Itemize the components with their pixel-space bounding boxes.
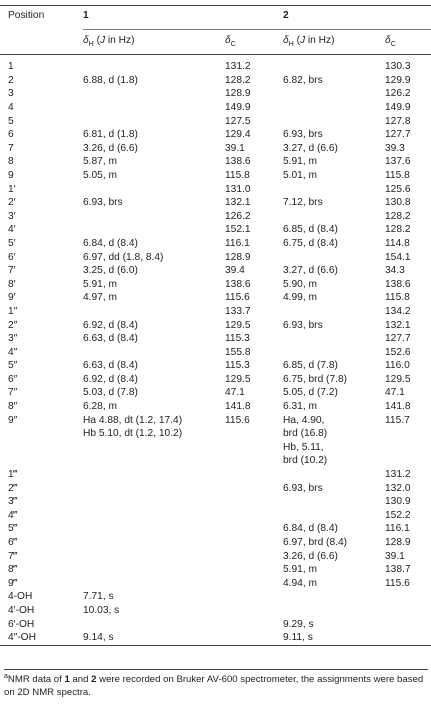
compound-2-delta-c-cell: 130.8: [385, 197, 411, 209]
position-cell: 3″: [8, 333, 18, 345]
compound-2-delta-h-cell: [283, 115, 385, 129]
compound-2-delta-c-cell: 154.1: [385, 251, 411, 263]
compound-2-delta-c-cell: 134.2: [385, 305, 411, 317]
compound-1-delta-c-cell: 128.9: [225, 88, 251, 100]
compound-1-delta-h-cell: Hb 5.10, dt (1.2, 10.2): [83, 428, 183, 440]
table-row: [0, 359, 431, 373]
header-empty-cell: [0, 29, 83, 55]
table-row: [0, 291, 431, 305]
compound-2-delta-c-cell: 126.2: [385, 88, 411, 100]
delta-h-header-2: $\delta_H$ (J in Hz): [283, 29, 385, 55]
table-row: [0, 210, 431, 224]
position-cell: 9″: [8, 414, 18, 426]
position-cell: 3′: [8, 210, 16, 222]
compound-1-delta-h-cell: 6.92, d (8.4): [83, 373, 138, 385]
footnote-compound-1: 1: [64, 674, 70, 685]
compound-1-delta-c-cell: 138.6: [225, 278, 251, 290]
position-cell: 8″: [8, 401, 18, 413]
table-row: [0, 319, 431, 333]
compound-1-delta-h-cell: [83, 536, 225, 550]
compound-1-delta-h-cell: [83, 346, 225, 360]
footnote-text-b: and: [69, 674, 92, 685]
compound-2-delta-c-cell: [385, 441, 431, 455]
table-row: [0, 237, 431, 251]
compound-2-delta-c-cell: [385, 590, 431, 604]
table-row: [0, 482, 431, 496]
compound-1-delta-h-cell: 9.14, s: [83, 631, 225, 645]
table-row: [0, 427, 431, 441]
compound-2-delta-c-cell: 138.6: [385, 278, 411, 290]
table-row: [0, 631, 431, 645]
position-cell: 4‴: [8, 509, 18, 521]
table-row: [0, 115, 431, 129]
position-cell: 6″: [8, 373, 18, 385]
compound-1-delta-c-cell: 127.5: [225, 115, 251, 127]
position-cell: 9′: [8, 292, 16, 304]
compound-1-delta-h-cell: [83, 441, 225, 455]
compound-2-delta-c-cell: 127.7: [385, 129, 411, 141]
delta-c-header-2: $\delta_C$: [385, 29, 431, 55]
compound-1-delta-h-cell: 5.91, m: [83, 278, 117, 290]
compound-2-delta-h-cell: [283, 55, 385, 74]
table-row: [0, 264, 431, 278]
compound-1-delta-c-cell: 39.4: [225, 265, 245, 277]
position-cell: 4′: [8, 224, 16, 236]
position-cell: 1′: [8, 183, 16, 195]
position-cell: 8′: [8, 278, 16, 290]
compound-2-delta-c-cell: 128.2: [385, 224, 411, 236]
compound-2-delta-c-cell: [385, 454, 431, 468]
table-row: [0, 441, 431, 455]
compound-2-delta-h-cell: 3.27, d (6.6): [283, 265, 338, 277]
compound-1-delta-h-cell: 5.87, m: [83, 156, 117, 168]
position-cell: 9: [8, 169, 14, 181]
compound-1-delta-c-cell: 115.3: [225, 360, 250, 372]
position-cell: 8‴: [8, 564, 18, 576]
compound-2-delta-c-cell: 137.6: [385, 156, 411, 168]
compound-2-delta-c-cell: 115.6: [385, 577, 410, 589]
compound-2-delta-c-cell: [385, 618, 431, 632]
table-row: [0, 468, 431, 482]
compound-1-delta-h-cell: [83, 495, 225, 509]
compound-2-delta-c-cell: 129.5: [385, 373, 411, 385]
compound-2-delta-c-cell: 132.0: [385, 482, 411, 494]
footnote-compound-2: 2: [91, 674, 97, 685]
position-cell: 3: [8, 88, 14, 100]
compound-1-delta-h-cell: [83, 468, 225, 482]
table-row: [0, 55, 431, 74]
position-cell: 2: [8, 74, 14, 86]
compound-1-delta-h-cell: [83, 454, 225, 468]
compound-1-header: 1: [83, 6, 283, 30]
table-row: [0, 618, 431, 632]
compound-2-delta-h-cell: 7.12, brs: [283, 197, 323, 209]
compound-2-delta-h-cell: [283, 468, 385, 482]
compound-2-delta-c-cell: 115.8: [385, 292, 410, 304]
compound-1-delta-c-cell: [225, 509, 283, 523]
compound-2-delta-h-cell: [283, 332, 385, 346]
table-row: [0, 604, 431, 618]
compound-2-delta-h-cell: [283, 251, 385, 265]
compound-2-delta-c-cell: 132.1: [385, 319, 411, 331]
delta-c-header-1: $\delta_C$: [225, 29, 283, 55]
compound-2-delta-c-cell: 152.2: [385, 509, 411, 521]
compound-2-delta-h-cell: Ha, 4.90,: [283, 414, 325, 426]
compound-2-delta-h-cell: 6.31, m: [283, 401, 317, 413]
compound-1-delta-c-cell: 129.5: [225, 373, 251, 385]
compound-1-delta-c-cell: 115.8: [225, 169, 250, 181]
compound-1-delta-h-cell: 5.03, d (7.8): [83, 387, 138, 399]
table-row: [0, 550, 431, 564]
compound-2-delta-h-cell: [283, 590, 385, 604]
compound-1-delta-h-cell: [83, 563, 225, 577]
compound-2-delta-c-cell: [385, 631, 431, 645]
position-cell: 7: [8, 142, 14, 154]
compound-2-delta-h-cell: 6.82, brs: [283, 74, 323, 86]
table-row: [0, 87, 431, 101]
position-cell: 4″: [8, 346, 18, 358]
compound-2-delta-c-cell: 116.0: [385, 360, 410, 372]
nmr-data-table: [0, 5, 431, 646]
compound-1-delta-h-cell: 6.63, d (8.4): [83, 360, 138, 372]
compound-1-delta-c-cell: 131.2: [225, 61, 251, 73]
table-row: [0, 251, 431, 265]
compound-1-delta-c-cell: 128.2: [225, 74, 251, 86]
compound-1-delta-h-cell: [83, 550, 225, 564]
position-cell: 9‴: [8, 577, 18, 589]
compound-1-delta-h-cell: [83, 87, 225, 101]
compound-2-delta-h-cell: 5.91, m: [283, 564, 317, 576]
compound-1-delta-c-cell: 116.1: [225, 237, 250, 249]
compound-2-delta-h-cell: 5.05, d (7.2): [283, 387, 338, 399]
table-row: [0, 196, 431, 210]
compound-1-delta-h-cell: 5.05, m: [83, 169, 117, 181]
compound-1-delta-c-cell: 115.6: [225, 292, 250, 304]
compound-2-delta-h-cell: 6.85, d (7.8): [283, 360, 338, 372]
position-cell: 6′: [8, 251, 16, 263]
position-cell: 5″: [8, 360, 18, 372]
table-row: [0, 155, 431, 169]
compound-1-delta-c-cell: 152.1: [225, 224, 251, 236]
compound-2-delta-c-cell: 114.8: [385, 237, 410, 249]
table-row: [0, 183, 431, 197]
position-header: Position: [0, 6, 83, 30]
compound-2-delta-c-cell: 125.6: [385, 183, 411, 195]
compound-1-delta-h-cell: [83, 482, 225, 496]
table-row: [0, 577, 431, 591]
position-cell: 2′: [8, 197, 16, 209]
compound-1-delta-h-cell: [83, 55, 225, 74]
compound-1-delta-c-cell: [225, 427, 283, 441]
table-row: [0, 101, 431, 115]
compound-1-delta-c-cell: 155.8: [225, 346, 251, 358]
compound-1-delta-h-cell: 10.03, s: [83, 604, 120, 616]
compound-2-delta-c-cell: 116.1: [385, 523, 410, 535]
compound-1-delta-h-cell: 6.81, d (1.8): [83, 129, 138, 141]
compound-2-delta-h-cell: [283, 101, 385, 115]
compound-2-delta-h-cell: [283, 495, 385, 509]
compound-2-header: 2: [283, 6, 431, 30]
table-row: [0, 495, 431, 509]
footnote-text-a: NMR data of: [7, 674, 65, 685]
compound-2-delta-h-cell: [283, 604, 385, 618]
compound-1-delta-h-cell: [83, 618, 225, 632]
compound-2-delta-h-cell: 9.11, s: [283, 631, 385, 645]
compound-2-delta-c-cell: 34.3: [385, 265, 405, 277]
compound-2-delta-h-cell: 5.90, m: [283, 278, 317, 290]
compound-1-delta-h-cell: [83, 115, 225, 129]
compound-1-delta-c-cell: [225, 563, 283, 577]
compound-1-delta-c-cell: 47.1: [225, 387, 245, 399]
compound-1-delta-h-cell: Ha 4.88, dt (1.2, 17.4): [83, 414, 183, 426]
table-row: [0, 563, 431, 577]
compound-1-delta-h-cell: [83, 223, 225, 237]
position-cell: [0, 427, 83, 441]
compound-1-delta-h-cell: [83, 210, 225, 224]
table-row: [0, 74, 431, 88]
compound-1-delta-h-cell: 3.26, d (6.6): [83, 142, 138, 154]
compound-2-delta-c-cell: 47.1: [385, 387, 405, 399]
compound-1-delta-h-cell: [83, 183, 225, 197]
delta-h-header-1: $\delta_H$ (J in Hz): [83, 29, 225, 55]
compound-1-delta-h-cell: [83, 305, 225, 319]
compound-1-delta-c-cell: [225, 522, 283, 536]
compound-1-delta-h-cell: [83, 522, 225, 536]
compound-1-delta-h-cell: 3.25, d (6.0): [83, 265, 138, 277]
table-row: [0, 414, 431, 428]
compound-1-delta-h-cell: 6.92, d (8.4): [83, 319, 138, 331]
compound-1-delta-c-cell: [225, 618, 283, 632]
compound-2-delta-c-cell: 131.2: [385, 469, 411, 481]
compound-2-delta-c-cell: 115.7: [385, 414, 410, 426]
compound-2-delta-h-cell: [283, 87, 385, 101]
compound-1-delta-c-cell: [225, 468, 283, 482]
table-row: [0, 454, 431, 468]
position-cell: 3‴: [8, 496, 18, 508]
compound-2-delta-h-cell: 6.75, brd (7.8): [283, 373, 348, 385]
compound-1-delta-c-cell: 133.7: [225, 305, 251, 317]
compound-1-delta-c-cell: 141.8: [225, 401, 251, 413]
compound-2-delta-h-cell: 9.29, s: [283, 618, 314, 630]
compound-1-delta-c-cell: 115.3: [225, 333, 250, 345]
compound-1-delta-c-cell: 128.9: [225, 251, 251, 263]
table-row: [0, 223, 431, 237]
position-cell: 1: [8, 61, 14, 73]
table-row: [0, 332, 431, 346]
position-cell: 1‴: [8, 469, 18, 481]
table-row: [0, 346, 431, 360]
position-cell: 8: [8, 156, 14, 168]
compound-2-delta-c-cell: 39.3: [385, 142, 405, 154]
position-cell: 4″-OH: [0, 631, 83, 645]
position-cell: [0, 454, 83, 468]
compound-1-delta-c-cell: [225, 590, 283, 604]
compound-2-delta-h-cell: brd (10.2): [283, 455, 328, 467]
compound-1-delta-c-cell: 115.6: [225, 414, 250, 426]
compound-2-delta-c-cell: 127.8: [385, 115, 411, 127]
position-cell: 4-OH: [8, 591, 33, 603]
table-row: [0, 278, 431, 292]
table-body: [0, 55, 431, 646]
position-cell: 2″: [8, 319, 18, 331]
compound-2-delta-c-cell: [385, 604, 431, 618]
table-row: [0, 386, 431, 400]
compound-2-delta-h-cell: 6.85, d (8.4): [283, 224, 338, 236]
table-footnote: [4, 669, 428, 699]
table-row: [0, 305, 431, 319]
compound-2-delta-h-cell: [283, 509, 385, 523]
compound-2-delta-h-cell: 4.94, m: [283, 577, 317, 589]
compound-1-delta-c-cell: [225, 482, 283, 496]
compound-1-delta-c-cell: [225, 536, 283, 550]
position-cell: 5‴: [8, 523, 18, 535]
position-cell: 6: [8, 129, 14, 141]
position-cell: 7″: [8, 387, 18, 399]
compound-2-delta-h-cell: 6.75, d (8.4): [283, 237, 338, 249]
position-cell: 4: [8, 102, 14, 113]
table-row: [0, 142, 431, 156]
compound-2-delta-h-cell: 6.84, d (8.4): [283, 523, 338, 535]
position-cell: 4′-OH: [8, 604, 35, 616]
compound-2-delta-c-cell: 128.2: [385, 210, 411, 222]
table-row: [0, 522, 431, 536]
compound-1-delta-c-cell: [225, 577, 283, 591]
compound-1-delta-c-cell: [225, 550, 283, 564]
table-row: [0, 590, 431, 604]
compound-2-delta-c-cell: 130.3: [385, 61, 411, 73]
compound-1-delta-h-cell: 6.93, brs: [83, 197, 123, 209]
footnote-marker: a: [4, 672, 8, 680]
table-row: [0, 536, 431, 550]
compound-2-delta-c-cell: 39.1: [385, 550, 405, 562]
position-cell: 5′: [8, 237, 16, 249]
position-cell: 6‴: [8, 537, 18, 548]
compound-1-delta-h-cell: 7.71, s: [83, 591, 114, 603]
compound-1-delta-c-cell: [225, 454, 283, 468]
table-row: [0, 509, 431, 523]
compound-2-delta-h-cell: 6.97, brd (8.4): [283, 537, 348, 548]
compound-2-delta-h-cell: 6.93, brs: [283, 319, 323, 331]
compound-1-delta-c-cell: 132.1: [225, 197, 251, 209]
compound-2-delta-h-cell: 3.27, d (6.6): [283, 142, 338, 154]
compound-2-delta-h-cell: 5.01, m: [283, 169, 317, 181]
compound-1-delta-c-cell: [225, 495, 283, 509]
position-cell: 5: [8, 115, 14, 127]
position-cell: 6′-OH: [8, 618, 35, 630]
compound-2-delta-h-cell: 6.93, brs: [283, 129, 323, 141]
compound-1-delta-c-cell: 129.5: [225, 319, 251, 331]
compound-2-delta-c-cell: 129.9: [385, 74, 411, 86]
table-row: [0, 128, 431, 142]
table-row: [0, 373, 431, 387]
compound-1-delta-h-cell: 4.97, m: [83, 292, 117, 304]
compound-2-delta-c-cell: 138.7: [385, 564, 411, 576]
table-row: [0, 400, 431, 414]
compound-1-delta-h-cell: 6.84, d (8.4): [83, 237, 138, 249]
compound-2-delta-h-cell: brd (16.8): [283, 428, 328, 440]
compound-1-delta-h-cell: [83, 509, 225, 523]
position-cell: [0, 441, 83, 455]
compound-1-delta-h-cell: [83, 577, 225, 591]
compound-1-delta-c-cell: 126.2: [225, 210, 251, 222]
compound-2-delta-h-cell: 4.99, m: [283, 292, 317, 304]
compound-2-delta-h-cell: 6.93, brs: [283, 482, 323, 494]
compound-2-delta-c-cell: 128.9: [385, 537, 411, 548]
compound-1-delta-h-cell: 6.97, dd (1.8, 8.4): [83, 251, 164, 263]
compound-1-delta-c-cell: [225, 441, 283, 455]
compound-1-delta-c-cell: [225, 631, 283, 645]
compound-1-delta-c-cell: 131.0: [225, 183, 251, 195]
compound-1-delta-c-cell: [225, 604, 283, 618]
table-row: [0, 169, 431, 183]
compound-1-delta-c-cell: 39.1: [225, 142, 245, 154]
compound-2-delta-h-cell: 3.26, d (6.6): [283, 550, 338, 562]
position-cell: 7‴: [8, 550, 18, 562]
compound-2-delta-h-cell: 5.91, m: [283, 156, 317, 168]
compound-2-delta-c-cell: 141.8: [385, 401, 411, 413]
compound-1-delta-h-cell: 6.88, d (1.8): [83, 74, 138, 86]
position-cell: 1″: [8, 305, 18, 317]
position-cell: 2‴: [8, 482, 18, 494]
compound-1-delta-h-cell: [83, 101, 225, 115]
compound-2-delta-h-cell: [283, 210, 385, 224]
compound-2-delta-h-cell: [283, 346, 385, 360]
compound-2-delta-c-cell: 127.7: [385, 333, 411, 345]
compound-2-delta-h-cell: [283, 305, 385, 319]
compound-2-delta-h-cell: [283, 183, 385, 197]
compound-1-delta-c-cell: 149.9: [225, 102, 251, 113]
compound-2-delta-c-cell: 130.9: [385, 496, 411, 508]
compound-2-delta-h-cell: Hb, 5.11,: [283, 441, 324, 453]
footnote-text-c: were recorded on Bruker AV-600 spectrometer, the assignments were based on 2D NMR spectra.: [4, 674, 424, 698]
compound-2-delta-c-cell: [385, 427, 431, 441]
compound-2-delta-c-cell: 149.9: [385, 102, 411, 113]
compound-1-delta-c-cell: 138.6: [225, 156, 251, 168]
compound-2-delta-c-cell: 152.6: [385, 346, 411, 358]
compound-2-delta-c-cell: 115.8: [385, 169, 410, 181]
compound-1-delta-c-cell: 129.4: [225, 129, 251, 141]
compound-1-delta-h-cell: 6.63, d (8.4): [83, 333, 138, 345]
compound-1-delta-h-cell: 6.28, m: [83, 401, 117, 413]
position-cell: 7′: [8, 265, 16, 277]
